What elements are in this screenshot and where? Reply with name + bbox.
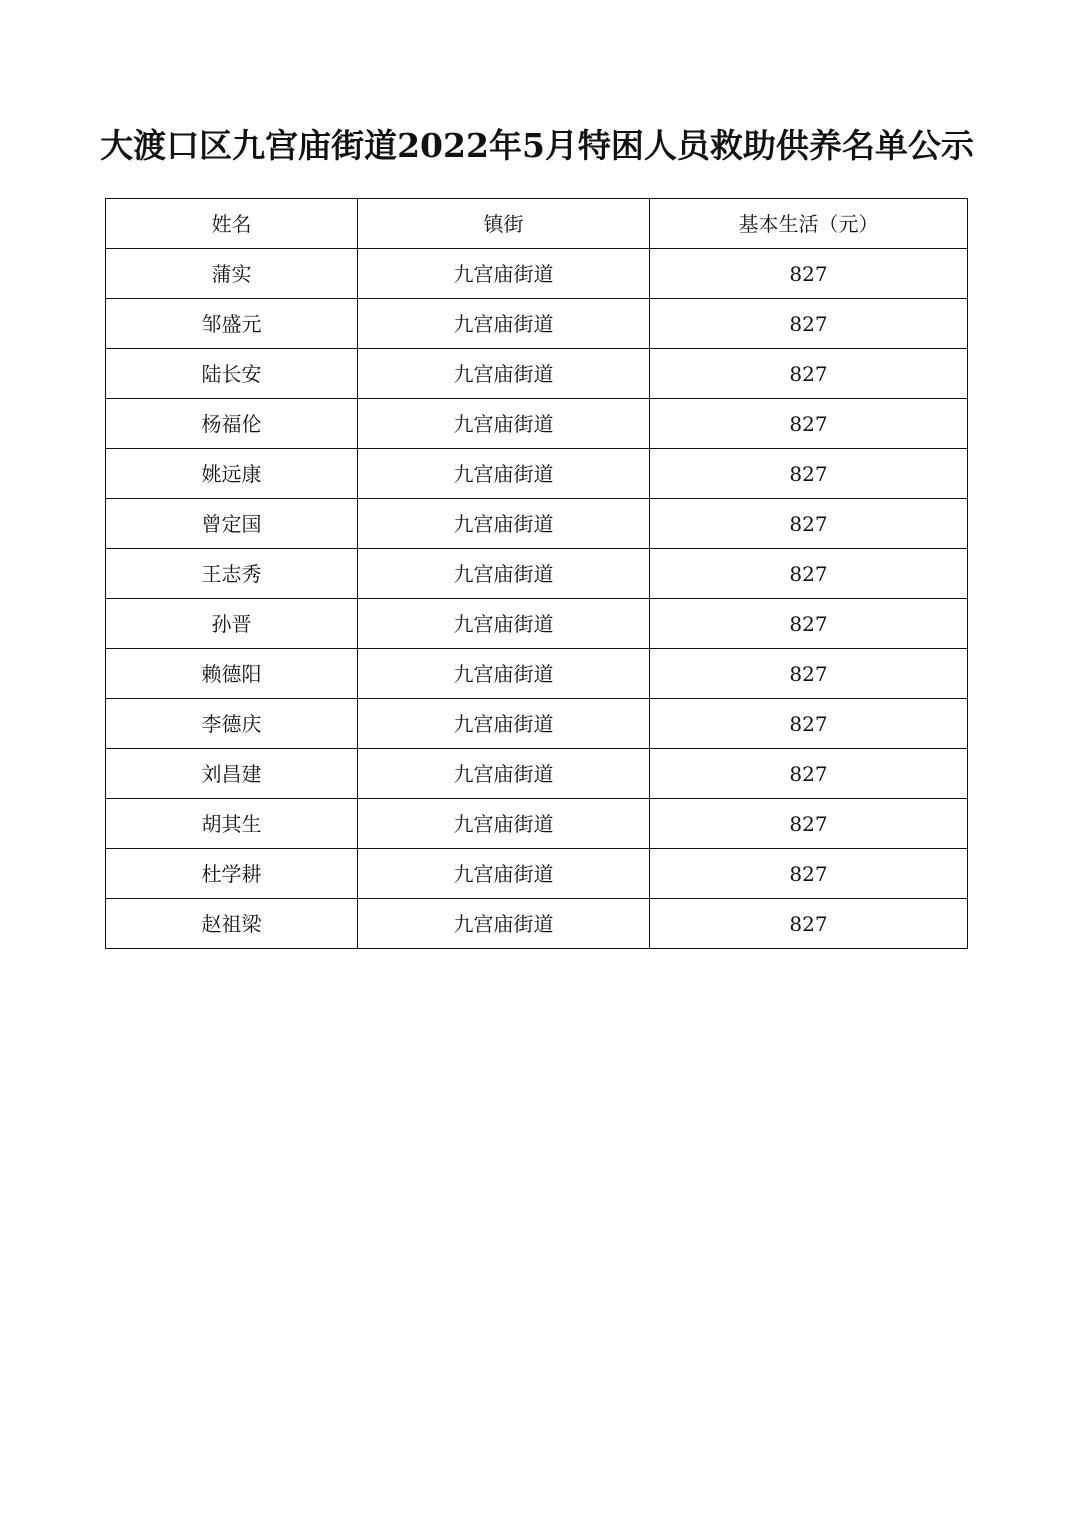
- cell-amount: 827: [650, 349, 968, 399]
- cell-street: 九宫庙街道: [358, 749, 650, 799]
- table-row: [106, 699, 968, 749]
- table-row: [106, 349, 968, 399]
- table-row: [106, 399, 968, 449]
- cell-amount: 827: [650, 449, 968, 499]
- cell-name: 胡其生: [106, 799, 358, 849]
- cell-street: 九宫庙街道: [358, 649, 650, 699]
- cell-street: 九宫庙街道: [358, 449, 650, 499]
- cell-name: 邹盛元: [106, 299, 358, 349]
- cell-name: 赖德阳: [106, 649, 358, 699]
- cell-name: 孙晋: [106, 599, 358, 649]
- cell-amount: 827: [650, 599, 968, 649]
- cell-street: 九宫庙街道: [358, 899, 650, 949]
- cell-amount: 827: [650, 649, 968, 699]
- table-row: [106, 749, 968, 799]
- table-row: [106, 249, 968, 299]
- cell-name: 赵祖梁: [106, 899, 358, 949]
- cell-amount: 827: [650, 549, 968, 599]
- table-header-row: [106, 199, 968, 249]
- cell-street: 九宫庙街道: [358, 349, 650, 399]
- header-name: 姓名: [106, 199, 358, 249]
- table-row: [106, 799, 968, 849]
- cell-street: 九宫庙街道: [358, 549, 650, 599]
- cell-name: 王志秀: [106, 549, 358, 599]
- cell-street: 九宫庙街道: [358, 699, 650, 749]
- cell-name: 曾定国: [106, 499, 358, 549]
- cell-name: 姚远康: [106, 449, 358, 499]
- cell-amount: 827: [650, 749, 968, 799]
- cell-amount: 827: [650, 899, 968, 949]
- table-row: [106, 899, 968, 949]
- cell-amount: 827: [650, 849, 968, 899]
- table-row: [106, 449, 968, 499]
- cell-street: 九宫庙街道: [358, 249, 650, 299]
- cell-street: 九宫庙街道: [358, 399, 650, 449]
- table-row: [106, 599, 968, 649]
- cell-street: 九宫庙街道: [358, 849, 650, 899]
- cell-street: 九宫庙街道: [358, 299, 650, 349]
- cell-amount: 827: [650, 299, 968, 349]
- cell-amount: 827: [650, 799, 968, 849]
- cell-amount: 827: [650, 699, 968, 749]
- cell-name: 杨福伦: [106, 399, 358, 449]
- table-row: [106, 849, 968, 899]
- table-row: [106, 549, 968, 599]
- cell-street: 九宫庙街道: [358, 799, 650, 849]
- cell-name: 蒲实: [106, 249, 358, 299]
- table-row: [106, 299, 968, 349]
- cell-amount: 827: [650, 399, 968, 449]
- cell-street: 九宫庙街道: [358, 599, 650, 649]
- table-row: [106, 499, 968, 549]
- cell-name: 陆长安: [106, 349, 358, 399]
- cell-name: 刘昌建: [106, 749, 358, 799]
- cell-name: 杜学耕: [106, 849, 358, 899]
- cell-amount: 827: [650, 249, 968, 299]
- table-row: [106, 649, 968, 699]
- header-basic-living-amount: 基本生活（元）: [650, 199, 968, 249]
- document-title: 大渡口区九宫庙街道2022年5月特困人员救助供养名单公示: [100, 126, 974, 165]
- cell-amount: 827: [650, 499, 968, 549]
- cell-street: 九宫庙街道: [358, 499, 650, 549]
- cell-name: 李德庆: [106, 699, 358, 749]
- relief-list-table: [105, 198, 968, 949]
- header-street: 镇街: [358, 199, 650, 249]
